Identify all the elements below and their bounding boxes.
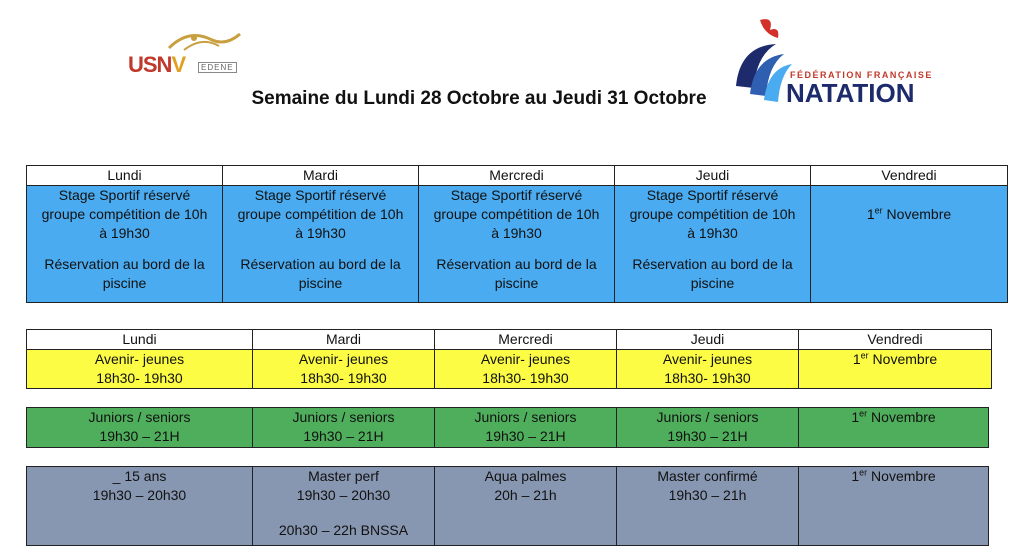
stage-header-row bbox=[27, 166, 1008, 186]
header-vendredi: Vendredi bbox=[799, 330, 992, 350]
federation-name: NATATION bbox=[786, 78, 915, 108]
avenir-header-row bbox=[27, 330, 992, 350]
avenir-cell-lundi: Avenir- jeunes 18h30- 19h30 bbox=[27, 350, 253, 389]
masters-cell-lundi: _ 15 ans 19h30 – 20h30 bbox=[27, 467, 253, 546]
stage-cell-vendredi: 1er Novembre bbox=[811, 186, 1008, 303]
masters-cell-vendredi: 1er Novembre bbox=[799, 467, 989, 546]
avenir-cell-mardi: Avenir- jeunes 18h30- 19h30 bbox=[253, 350, 435, 389]
masters-cell-jeudi: Master confirmé 19h30 – 21h bbox=[617, 467, 799, 546]
header-mercredi: Mercredi bbox=[435, 330, 617, 350]
juniors-cell-mardi: Juniors / seniors 19h30 – 21H bbox=[253, 408, 435, 448]
club-logo-text: USNV bbox=[128, 52, 186, 77]
header-lundi: Lundi bbox=[27, 166, 223, 186]
header-jeudi: Jeudi bbox=[615, 166, 811, 186]
header-mardi: Mardi bbox=[253, 330, 435, 350]
juniors-table bbox=[26, 407, 989, 448]
club-logo-subtext: EDENE bbox=[198, 62, 237, 73]
juniors-cell-jeudi: Juniors / seniors 19h30 – 21H bbox=[617, 408, 799, 448]
masters-row bbox=[27, 467, 989, 546]
stage-cell-mardi: Stage Sportif réservé groupe compétition de 10h à 19h30 Réservation au bord de la piscine bbox=[223, 186, 419, 303]
masters-table bbox=[26, 466, 989, 546]
federation-top-text: FÉDÉRATION FRANÇAISE bbox=[790, 70, 933, 80]
stage-row bbox=[27, 186, 1008, 303]
avenir-cell-jeudi: Avenir- jeunes 18h30- 19h30 bbox=[617, 350, 799, 389]
juniors-cell-mercredi: Juniors / seniors 19h30 – 21H bbox=[435, 408, 617, 448]
avenir-table bbox=[26, 329, 992, 389]
avenir-cell-vendredi: 1er Novembre bbox=[799, 350, 992, 389]
juniors-cell-lundi: Juniors / seniors 19h30 – 21H bbox=[27, 408, 253, 448]
stage-cell-jeudi: Stage Sportif réservé groupe compétition de 10h à 19h30 Réservation au bord de la piscine bbox=[615, 186, 811, 303]
header-mercredi: Mercredi bbox=[419, 166, 615, 186]
masters-cell-mardi: Master perf 19h30 – 20h30 20h30 – 22h BNSSA bbox=[253, 467, 435, 546]
stage-cell-mercredi: Stage Sportif réservé groupe compétition de 10h à 19h30 Réservation au bord de la piscine bbox=[419, 186, 615, 303]
avenir-cell-mercredi: Avenir- jeunes 18h30- 19h30 bbox=[435, 350, 617, 389]
header-mardi: Mardi bbox=[223, 166, 419, 186]
juniors-row bbox=[27, 408, 989, 448]
club-logo bbox=[124, 26, 234, 82]
header-jeudi: Jeudi bbox=[617, 330, 799, 350]
stage-table bbox=[26, 165, 1008, 303]
masters-cell-mercredi: Aqua palmes 20h – 21h bbox=[435, 467, 617, 546]
header-lundi: Lundi bbox=[27, 330, 253, 350]
avenir-row bbox=[27, 350, 992, 389]
page-title: Semaine du Lundi 28 Octobre au Jeudi 31 Octobre bbox=[251, 88, 707, 109]
juniors-cell-vendredi: 1er Novembre bbox=[799, 408, 989, 448]
stage-cell-lundi: Stage Sportif réservé groupe compétition de 10h à 19h30 Réservation au bord de la piscine bbox=[27, 186, 223, 303]
header-vendredi: Vendredi bbox=[811, 166, 1008, 186]
